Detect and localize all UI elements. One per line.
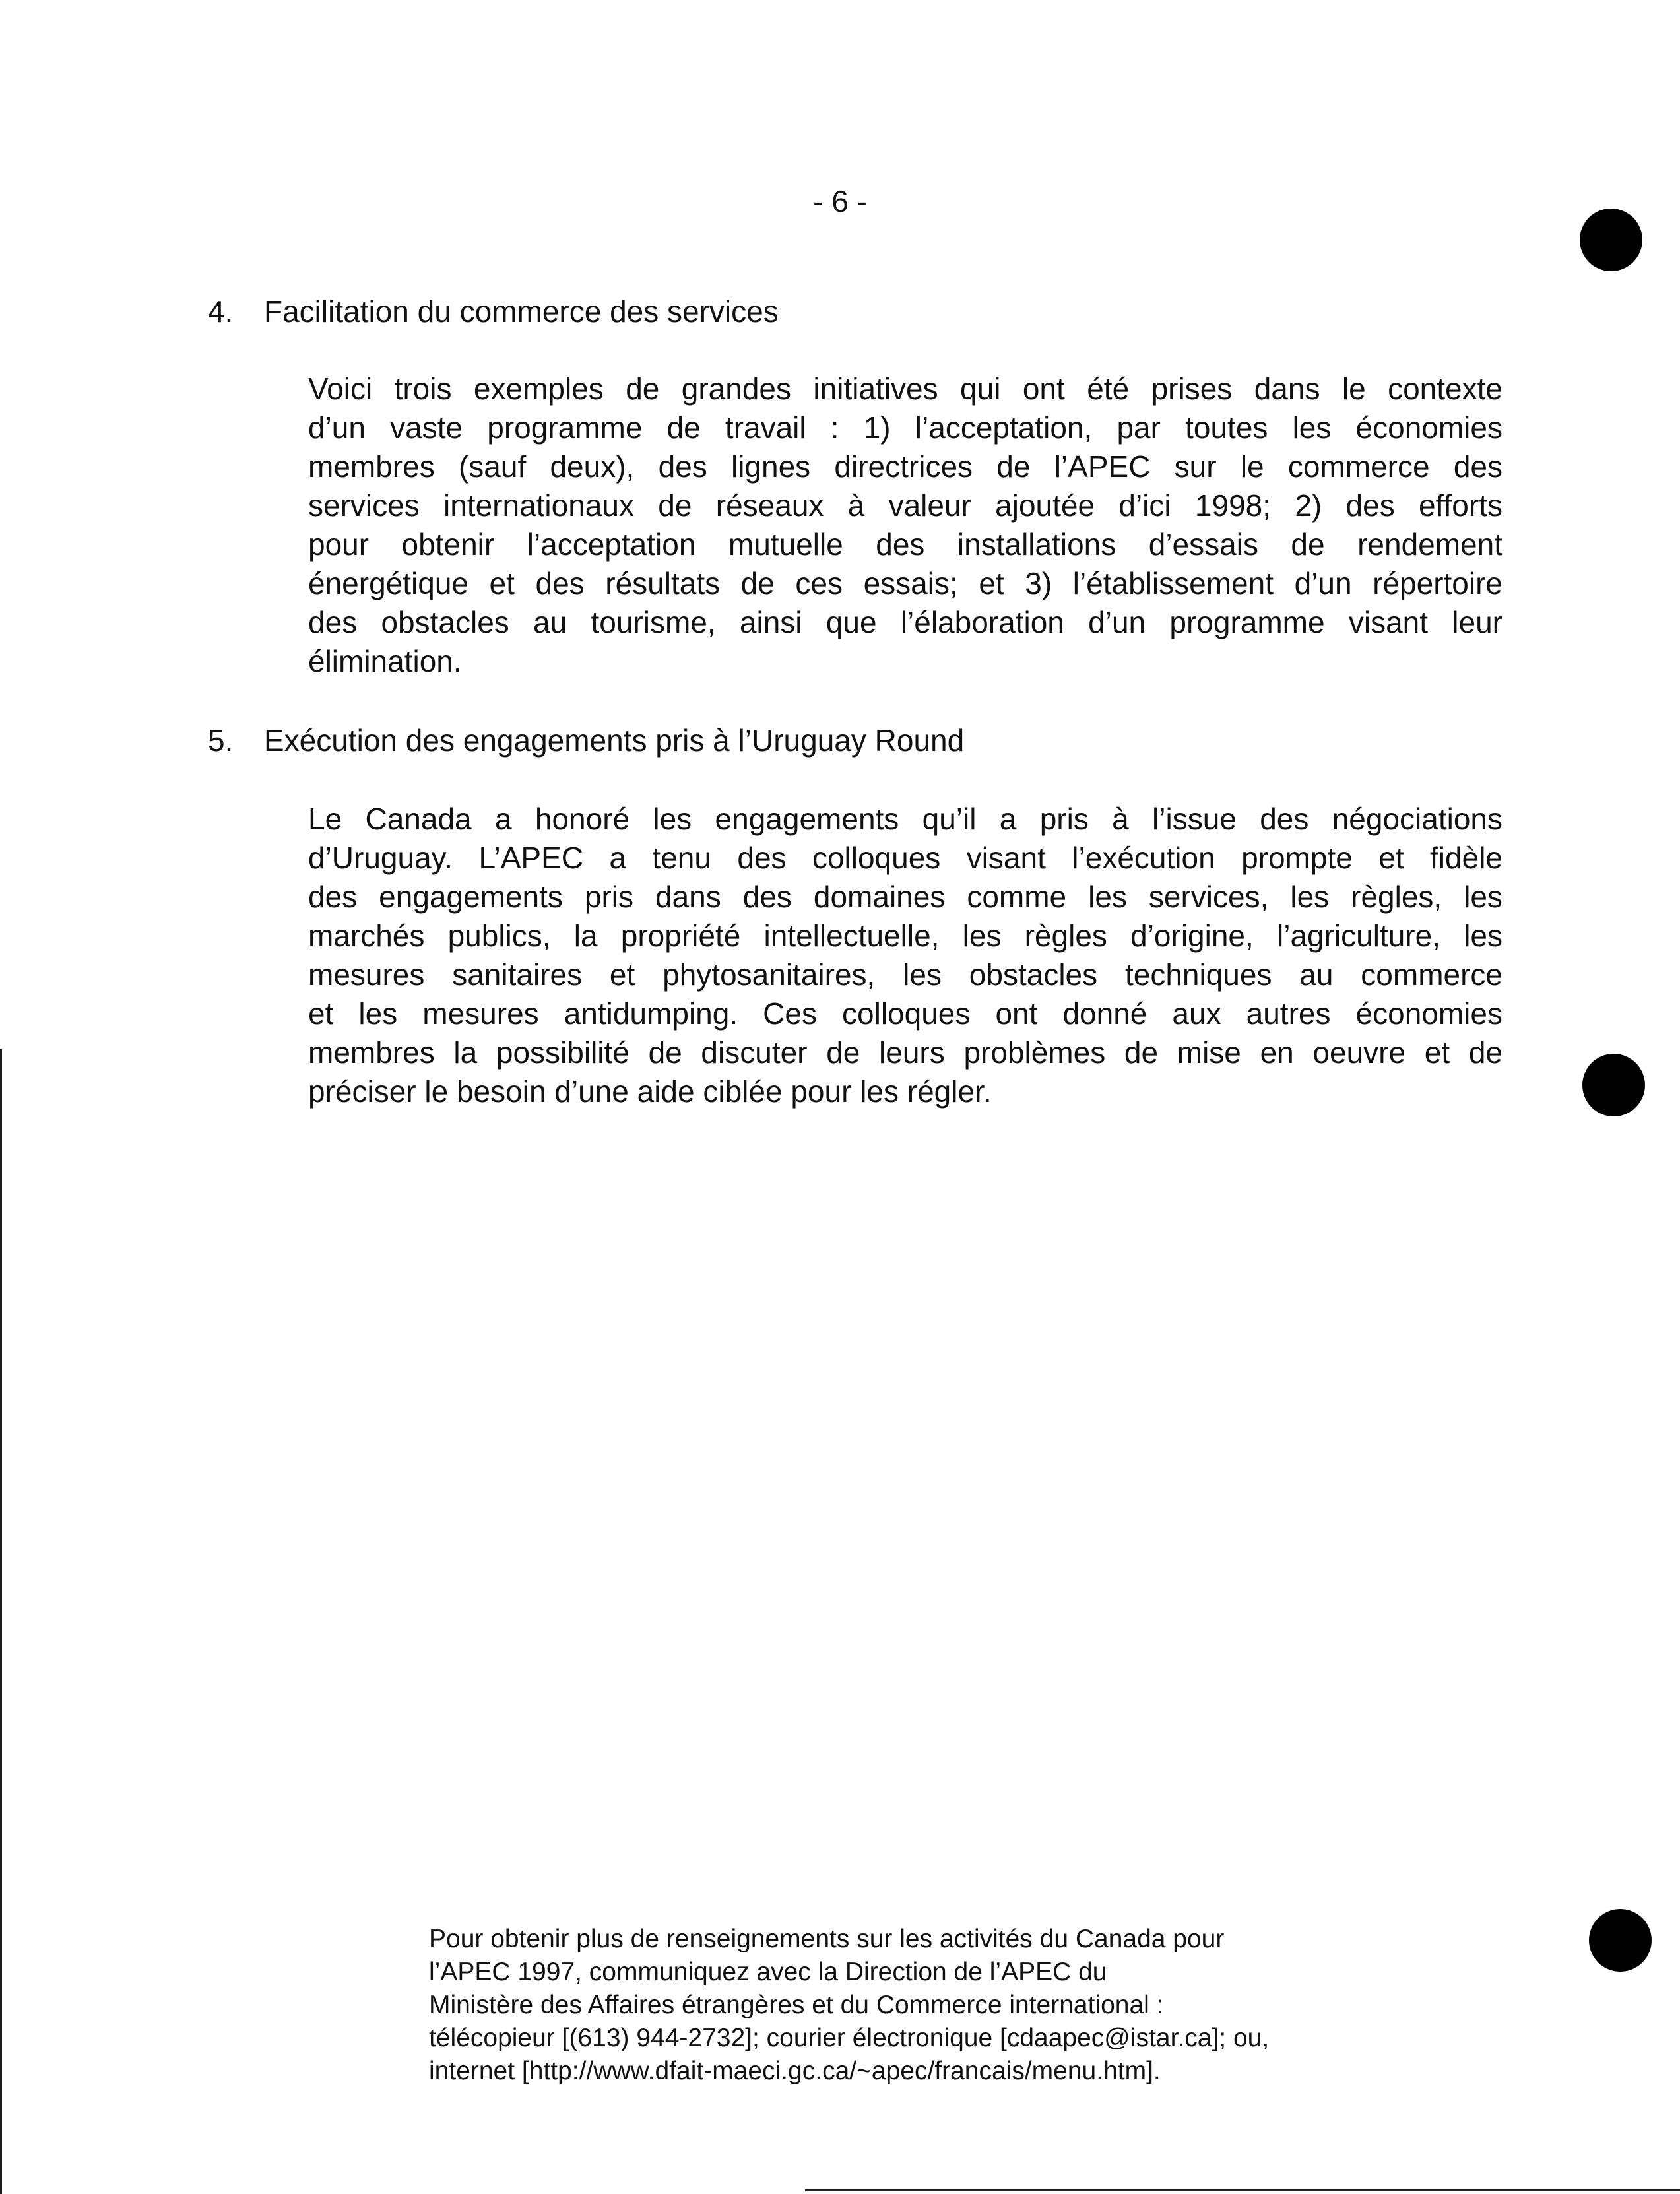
paragraph-line: énergétique et des résultats de ces essais; et 3) l’établissement d’un répertoire <box>308 566 1502 600</box>
page-number: - 6 - <box>813 184 867 218</box>
paragraph-line: et les mesures antidumping. Ces colloques ont donné aux autres économies <box>308 996 1502 1031</box>
paragraph-line: des engagements pris dans des domaines comme les services, les règles, les <box>308 880 1502 914</box>
punch-hole <box>1582 1054 1645 1116</box>
paragraph-line: pour obtenir l’acceptation mutuelle des installations d’essais de rendement <box>308 527 1502 562</box>
page-edge-line <box>805 2189 1680 2191</box>
paragraph-line: préciser le besoin d’une aide ciblée pour les régler. <box>308 1074 992 1109</box>
paragraph-line: élimination. <box>308 644 462 678</box>
section-paragraph <box>308 370 1502 681</box>
section-heading <box>208 723 964 758</box>
paragraph-line: membres (sauf deux), des lignes directrices de l’APEC sur le commerce des <box>308 449 1502 484</box>
paragraph-line: Voici trois exemples de grandes initiatives qui ont été prises dans le contexte <box>308 371 1502 406</box>
section-number: 4. <box>208 294 234 329</box>
punch-hole <box>1580 209 1642 271</box>
paragraph-line: mesures sanitaires et phytosanitaires, les obstacles techniques au commerce <box>308 957 1502 992</box>
paragraph-line: d’un vaste programme de travail : 1) l’acceptation, par toutes les économies <box>308 410 1502 445</box>
paragraph-line: membres la possibilité de discuter de leurs problèmes de mise en oeuvre et de <box>308 1035 1502 1070</box>
section-title: Facilitation du commerce des services <box>264 294 779 329</box>
section-title: Exécution des engagements pris à l’Uruguay Round <box>264 723 965 758</box>
punch-hole <box>1589 1909 1652 1972</box>
paragraph-line: marchés publics, la propriété intellectuelle, les règles d’origine, l’agriculture, les <box>308 919 1502 953</box>
paragraph-line: d’Uruguay. L’APEC a tenu des colloques visant l’exécution prompte et fidèle <box>308 841 1502 875</box>
footer-note <box>429 1923 1269 2088</box>
footer-line: télécopieur [(613) 944-2732]; courier électronique [cdaapec@istar.ca]; ou, <box>429 2024 1270 2052</box>
section-number: 5. <box>208 723 234 758</box>
paragraph-line: Le Canada a honoré les engagements qu’il a pris à l’issue des négociations <box>308 802 1502 836</box>
footer-line: Pour obtenir plus de renseignements sur les activités du Canada pour <box>429 1925 1225 1953</box>
section-paragraph <box>308 800 1502 1111</box>
footer-line: l’APEC 1997, communiquez avec la Direction de l’APEC du <box>429 1958 1107 1986</box>
paragraph-line: des obstacles au tourisme, ainsi que l’élaboration d’un programme visant leur <box>308 605 1502 639</box>
paragraph-line: services internationaux de réseaux à valeur ajoutée d’ici 1998; 2) des efforts <box>308 488 1502 523</box>
footer-line: Ministère des Affaires étrangères et du Commerce international : <box>429 1991 1164 2019</box>
page-edge-line <box>0 1049 2 2194</box>
footer-line: internet [http://www.dfait-maeci.gc.ca/~apec/francais/menu.htm]. <box>429 2057 1161 2085</box>
section-heading <box>208 294 779 329</box>
